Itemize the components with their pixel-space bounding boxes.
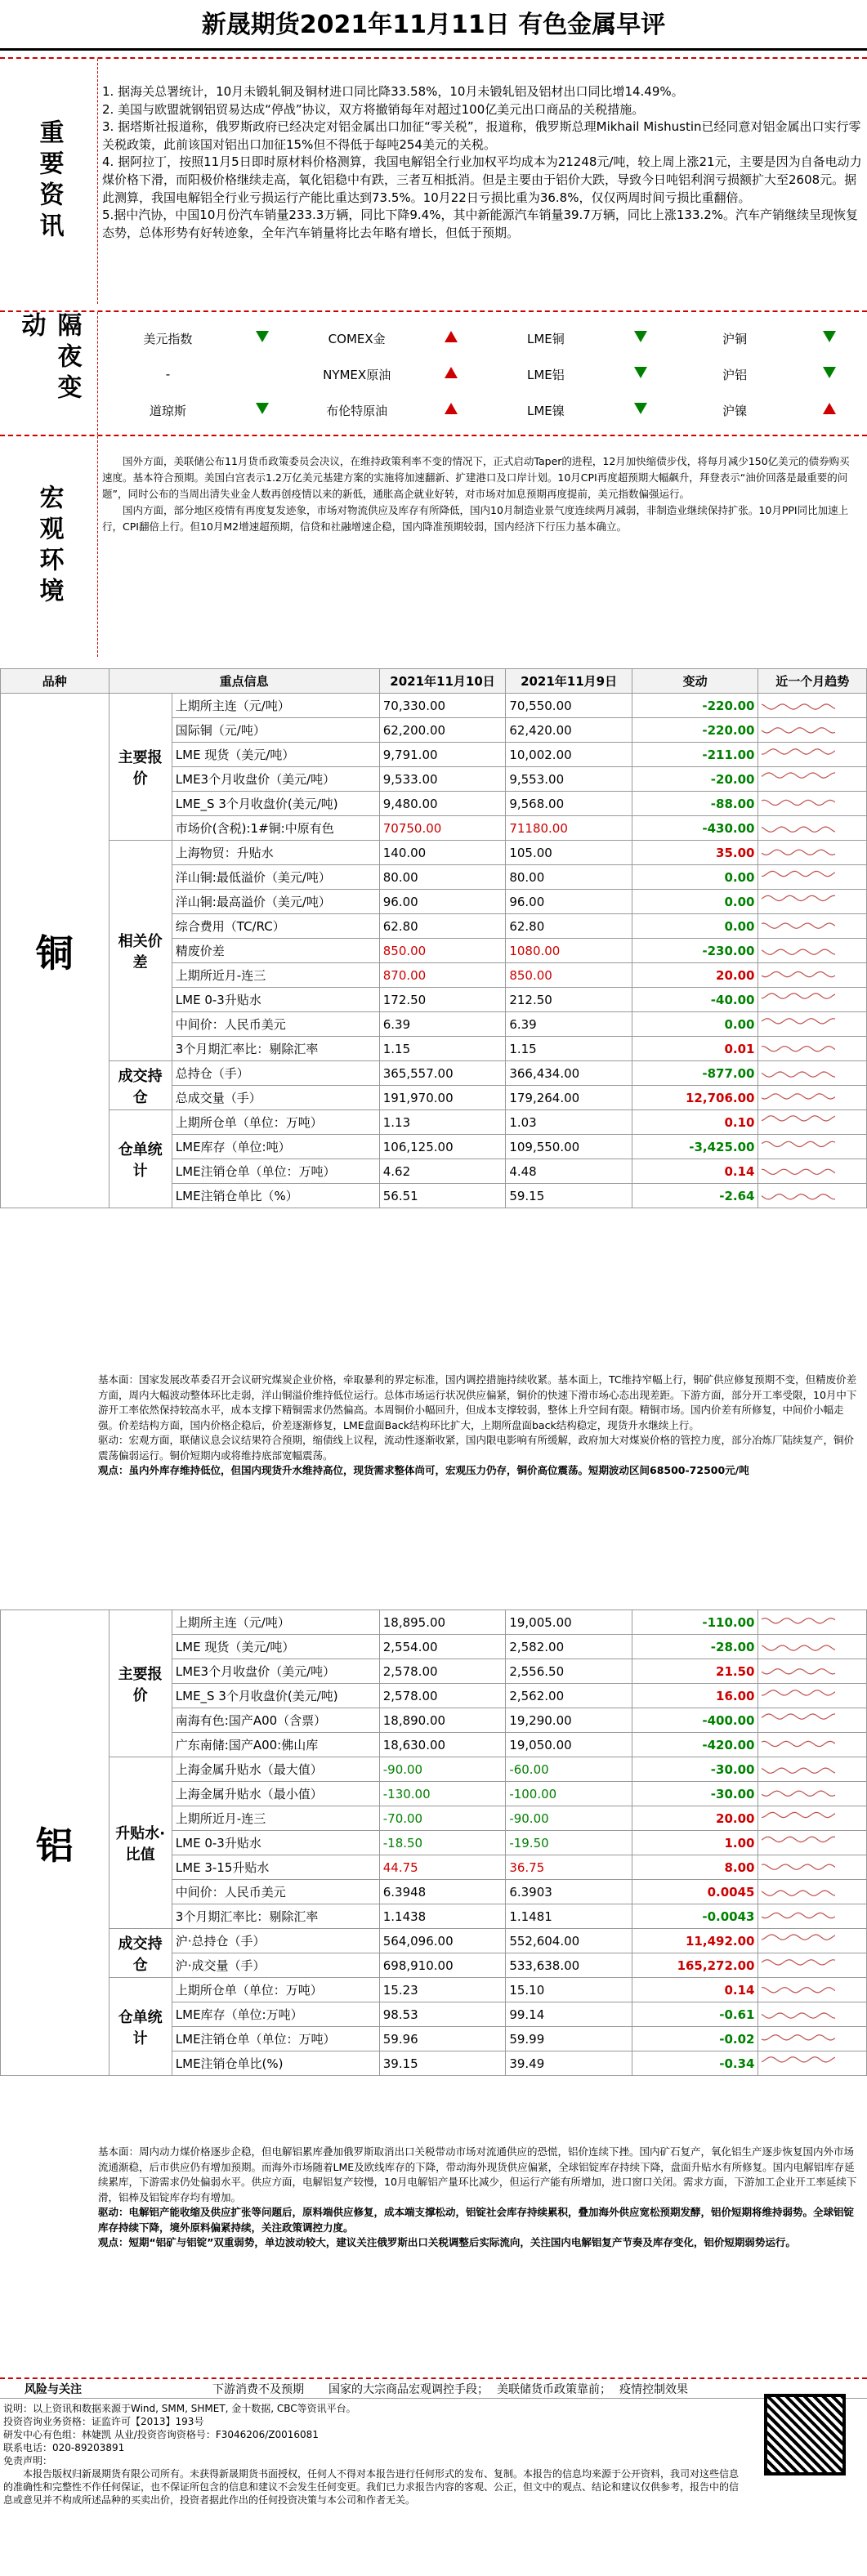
cell-chg: 8.00 — [632, 1855, 758, 1880]
night-label: LME铜 — [527, 331, 565, 346]
cell-item: LME 0-3升贴水 — [172, 1831, 379, 1855]
cell-d1: 2,578.00 — [379, 1684, 506, 1708]
cell-d2: 39.49 — [506, 2051, 632, 2076]
cell-item: LME_S 3个月收盘价(美元/吨) — [172, 1684, 379, 1708]
trend-sparkline — [758, 1880, 867, 1904]
news-item-5: 5.据中汽协，中国10月份汽车销量233.3万辆，同比下降9.4%，其中新能源汽车销量39.7万辆，同比上涨133.2%。汽车产销继续呈现恢复态势，总体形势有好转迹象，全年汽车销量将比去年略有增长，但低于预期。 — [102, 208, 859, 240]
night-section-label: 隔夜变动 — [0, 312, 98, 435]
trend-sparkline — [758, 1635, 867, 1659]
group-label: 主要报价 — [109, 1610, 172, 1757]
copper-table — [0, 668, 867, 1208]
cell-chg: 35.00 — [632, 841, 758, 865]
cell-chg: 0.01 — [632, 1037, 758, 1061]
down-arrow-icon — [801, 320, 858, 356]
down-arrow-icon — [234, 320, 291, 356]
col-change: 变动 — [632, 669, 758, 694]
cell-chg: 0.10 — [632, 1110, 758, 1135]
cell-d1: 15.23 — [379, 1978, 506, 2002]
metal-name: 铜 — [1, 694, 109, 1208]
cell-item: 洋山铜:最低溢价（美元/吨） — [172, 865, 379, 890]
cell-item: LME 现货（美元/吨） — [172, 1635, 379, 1659]
footer-source: 说明：以上资讯和数据来源于Wind, SMM, SHMET, 金十数据, CBC等资讯平台。 — [3, 2403, 356, 2414]
trend-sparkline — [758, 694, 867, 718]
col-date1: 2021年11月10日 — [379, 669, 506, 694]
table-row — [1, 1929, 867, 1953]
trend-sparkline — [758, 890, 867, 914]
table-row — [1, 841, 867, 865]
cell-d2: 10,002.00 — [506, 743, 632, 767]
page-title: 新晟期货2021年11月11日 有色金属早评 — [0, 0, 867, 51]
cell-chg: -0.02 — [632, 2027, 758, 2051]
cell-item: 南海有色:国产A00（含票） — [172, 1708, 379, 1733]
cell-item: 上期所近月-连三 — [172, 963, 379, 988]
trend-sparkline — [758, 1904, 867, 1929]
cell-d1: 96.00 — [379, 890, 506, 914]
up-arrow-icon — [422, 320, 480, 356]
night-row — [102, 356, 858, 392]
cell-d2: 71180.00 — [506, 816, 632, 841]
down-arrow-icon — [611, 392, 668, 428]
risk-row — [0, 2377, 867, 2399]
cell-chg: 0.00 — [632, 890, 758, 914]
trend-sparkline — [758, 1831, 867, 1855]
cell-item: 总成交量（手） — [172, 1086, 379, 1110]
cell-d1: 18,895.00 — [379, 1610, 506, 1635]
cell-chg: -3,425.00 — [632, 1135, 758, 1159]
night-label: 沪镍 — [722, 403, 748, 418]
group-label: 成交持仓 — [109, 1061, 172, 1110]
trend-sparkline — [758, 718, 867, 743]
cell-d1: 2,554.00 — [379, 1635, 506, 1659]
cell-d1: 9,791.00 — [379, 743, 506, 767]
macro-domestic: 国内方面，部分地区疫情有再度复发迹象，市场对物流供应及库存有所降低，国内10月制造业景气度连续两月减弱，非制造业继续保持扩张。10月PPI同比加速上行，CPI翻倍上行。但10月M2增速超预期，信贷和社融增速企稳，国内降准预期较弱，国内经济下行压力基本确立。 — [102, 504, 849, 533]
cell-d2: 1080.00 — [506, 939, 632, 963]
cell-chg: -211.00 — [632, 743, 758, 767]
cell-item: 上海金属升贴水（最大值） — [172, 1757, 379, 1782]
group-label: 主要报价 — [109, 694, 172, 841]
trend-sparkline — [758, 2051, 867, 2076]
cell-d2: 9,568.00 — [506, 792, 632, 816]
cell-chg: -420.00 — [632, 1733, 758, 1757]
night-label: 沪铜 — [722, 331, 748, 346]
cell-item: 市场价(含税):1#铜:中原有色 — [172, 816, 379, 841]
cell-d2: 109,550.00 — [506, 1135, 632, 1159]
cell-chg: 0.00 — [632, 914, 758, 939]
cell-d1: 56.51 — [379, 1184, 506, 1208]
cell-d1: 18,890.00 — [379, 1708, 506, 1733]
cell-d2: 19,050.00 — [506, 1733, 632, 1757]
cell-chg: -0.0043 — [632, 1904, 758, 1929]
cell-chg: 0.00 — [632, 1012, 758, 1037]
col-trend: 近一个月趋势 — [758, 669, 867, 694]
trend-sparkline — [758, 1086, 867, 1110]
trend-sparkline — [758, 816, 867, 841]
cell-chg: 20.00 — [632, 963, 758, 988]
cell-d2: 2,556.50 — [506, 1659, 632, 1684]
trend-sparkline — [758, 767, 867, 792]
aluminum-analysis — [98, 2145, 862, 2251]
cell-chg: 20.00 — [632, 1806, 758, 1831]
cell-d1: 172.50 — [379, 988, 506, 1012]
table-row — [1, 1110, 867, 1135]
cell-d1: 850.00 — [379, 939, 506, 963]
cell-d1: 1.15 — [379, 1037, 506, 1061]
cell-d1: 870.00 — [379, 963, 506, 988]
footer-analyst: 研发中心有色组：林婕凯 从业/投资咨询资格号：F3046206/Z0016081 — [3, 2429, 319, 2440]
night-row — [102, 320, 858, 356]
trend-sparkline — [758, 1806, 867, 1831]
cell-item: 广东南储:国产A00:佛山库 — [172, 1733, 379, 1757]
night-row — [102, 392, 858, 428]
cell-d1: 4.62 — [379, 1159, 506, 1184]
cell-item: LME注销仓单比（%） — [172, 1184, 379, 1208]
down-arrow-icon — [611, 356, 668, 392]
col-item: 重点信息 — [109, 669, 379, 694]
cell-d2: 179,264.00 — [506, 1086, 632, 1110]
group-label: 成交持仓 — [109, 1929, 172, 1978]
trend-sparkline — [758, 1135, 867, 1159]
cell-item: 上期所主连（元/吨） — [172, 694, 379, 718]
down-arrow-icon — [234, 392, 291, 428]
cell-d1: 140.00 — [379, 841, 506, 865]
table-row — [1, 1978, 867, 2002]
cell-chg: 16.00 — [632, 1684, 758, 1708]
cell-chg: -430.00 — [632, 816, 758, 841]
risk-d: 疫情控制效果 — [619, 2382, 688, 2396]
group-label: 仓单统计 — [109, 1110, 172, 1208]
up-arrow-icon — [422, 356, 480, 392]
cell-d1: 9,480.00 — [379, 792, 506, 816]
cell-item: 沪·成交量（手） — [172, 1953, 379, 1978]
cell-item: LME 现货（美元/吨） — [172, 743, 379, 767]
down-arrow-icon — [611, 320, 668, 356]
night-label: - — [165, 367, 171, 382]
cell-item: 上海物贸：升贴水 — [172, 841, 379, 865]
night-table — [102, 320, 858, 428]
cell-d2: 4.48 — [506, 1159, 632, 1184]
table-row — [1, 1610, 867, 1635]
macro-international: 国外方面，美联储公布11月货币政策委员会决议，在维持政策利率不变的情况下，正式启动Taper的进程，12月加快缩债步伐，将每月减少150亿美元的债券购买速度。基本符合预期。美国白宫表示1.2万亿美元基建方案的实施将加速翻新、扩建港口及口岸计划。10月CPI再度超预期大幅飙升，拜登表示“油价回落是最重要的问题”，同时公布的当周出清失业金人数再创疫情以来的新低，通胀高企就业好转，对市场对加息预期再度提前，美元指数偏强运行。 — [102, 455, 850, 500]
cell-d1: 9,533.00 — [379, 767, 506, 792]
table-row — [1, 694, 867, 718]
cell-d2: 366,434.00 — [506, 1061, 632, 1086]
cell-d2: 96.00 — [506, 890, 632, 914]
cell-d1: 70,330.00 — [379, 694, 506, 718]
footer-disclaimer: 本报告版权归新晟期货有限公司所有。未获得新晟期货书面授权，任何人不得对本报告进行任何形式的发布、复制。本报告的信息均来源于公开资料，我司对这些信息的准确性和完整性不作任何保证，也不保证所包含的信息和建议不会发生任何变更。我们已力求报告内容的客观、公正，但文中的观点、结论和建议仅供参考，报告中的信息或意见并不构成所述品种的买卖出价，投资者据此作出的任何投资决策与本公司和作者无关。 — [3, 2468, 740, 2506]
cell-d2: 1.15 — [506, 1037, 632, 1061]
copper-basic: 基本面：国家发展改革委召开会议研究煤炭企业价格，牵取暴利的界定标准，国内调控措施持续收紧。基本面上，TC维持窄幅上行，铜矿供应修复预期不变，但精废价差方面，周内大幅波动整体环比走弱，洋山铜溢价维持低位运行。总体市场运行状况供应偏紧，铜价的快速下滑市场心态出现差距。下游方面，部分开工率受限，10月中下游开工率依然保持较高水平，成本支撑下精铜需求仍然偏高。本周铜价小幅回升，但成本支撑较弱，整体上升空间有限。精铜市场。国内价差有所修复，中间价小幅走强。价差结构方面，国内价格企稳后，价差逐渐修复，LME盘面Back结构环比扩大，上期所盘面back结构稳定，现货升水继续上行。 — [98, 1373, 857, 1431]
cell-d2: 2,562.00 — [506, 1684, 632, 1708]
cell-d2: -19.50 — [506, 1831, 632, 1855]
trend-sparkline — [758, 1110, 867, 1135]
cell-d1: 18,630.00 — [379, 1733, 506, 1757]
trend-sparkline — [758, 914, 867, 939]
macro-text — [102, 453, 858, 535]
trend-sparkline — [758, 841, 867, 865]
cell-chg: -220.00 — [632, 718, 758, 743]
macro-section-label: 宏观环境 — [0, 436, 98, 657]
group-label: 升贴水·比值 — [109, 1757, 172, 1929]
cell-chg: 0.14 — [632, 1159, 758, 1184]
cell-d2: -60.00 — [506, 1757, 632, 1782]
trend-sparkline — [758, 1929, 867, 1953]
cell-d2: 850.00 — [506, 963, 632, 988]
cell-item: 沪·总持仓（手） — [172, 1929, 379, 1953]
cell-d2: -90.00 — [506, 1806, 632, 1831]
night-label: NYMEX原油 — [323, 367, 391, 382]
risk-b: 国家的大宗商品宏观调控手段； — [328, 2382, 489, 2396]
cell-item: LME3个月收盘价（美元/吨） — [172, 767, 379, 792]
divider — [0, 57, 867, 59]
risk-a: 下游消费不及预期 — [212, 2382, 304, 2396]
trend-sparkline — [758, 963, 867, 988]
cell-d2: -100.00 — [506, 1782, 632, 1806]
trend-sparkline — [758, 1708, 867, 1733]
cell-d2: 19,005.00 — [506, 1610, 632, 1635]
cell-d1: 59.96 — [379, 2027, 506, 2051]
aluminum-view: 观点：短期“铝矿与铝锭”双重弱势，单边波动较大，建议关注俄罗斯出口关税调整后实际流向，关注国内电解铝复产节奏及库存变化，铝价短期弱势运行。 — [98, 2236, 796, 2248]
cell-d2: 36.75 — [506, 1855, 632, 1880]
cell-d2: 15.10 — [506, 1978, 632, 2002]
cell-item: 3个月期汇率比：剔除汇率 — [172, 1904, 379, 1929]
risk-label: 风险与关注 — [25, 2382, 82, 2396]
news-item-2: 2. 美国与欧盟就钢铝贸易达成“停战”协议，双方将撤销每年对超过100亿美元出口商品的关税措施。 — [102, 101, 645, 117]
cell-chg: -400.00 — [632, 1708, 758, 1733]
trend-sparkline — [758, 1061, 867, 1086]
cell-chg: 0.14 — [632, 1978, 758, 2002]
cell-d2: 59.99 — [506, 2027, 632, 2051]
cell-d1: 6.3948 — [379, 1880, 506, 1904]
cell-d1: 698,910.00 — [379, 1953, 506, 1978]
group-label: 仓单统计 — [109, 1978, 172, 2076]
cell-d1: -130.00 — [379, 1782, 506, 1806]
cell-d1: -18.50 — [379, 1831, 506, 1855]
down-arrow-icon — [801, 356, 858, 392]
cell-d2: 6.39 — [506, 1012, 632, 1037]
qr-code-icon — [764, 2394, 846, 2476]
footer-phone: 联系电话：020-89203891 — [3, 2442, 125, 2453]
footer-disclaimer-title: 免责声明： — [3, 2455, 53, 2467]
news-list — [102, 83, 862, 242]
cell-d1: 1.13 — [379, 1110, 506, 1135]
cell-d1: 365,557.00 — [379, 1061, 506, 1086]
cell-chg: -220.00 — [632, 694, 758, 718]
cell-d1: 106,125.00 — [379, 1135, 506, 1159]
trend-sparkline — [758, 2002, 867, 2027]
cell-chg: 1.00 — [632, 1831, 758, 1855]
cell-item: LME 3-15升贴水 — [172, 1855, 379, 1880]
cell-d2: 59.15 — [506, 1184, 632, 1208]
cell-item: LME注销仓单（单位：万吨） — [172, 2027, 379, 2051]
cell-d2: 80.00 — [506, 865, 632, 890]
col-category: 品种 — [1, 669, 109, 694]
table-row — [1, 1757, 867, 1782]
night-label: 布伦特原油 — [326, 403, 388, 418]
trend-sparkline — [758, 1037, 867, 1061]
cell-item: LME 0-3升贴水 — [172, 988, 379, 1012]
aluminum-table — [0, 1609, 867, 2076]
cell-d1: 564,096.00 — [379, 1929, 506, 1953]
cell-item: LME库存（单位:吨） — [172, 1135, 379, 1159]
news-section-label: 重要资讯 — [0, 59, 98, 304]
news-item-4: 4. 据阿拉丁，按照11月5日即时原材料价格测算，我国电解铝全行业加权平均成本为21248元/吨，较上周上涨21元，主要是因为自备电动力煤价格下滑，而阳极价格继续走高，氧化铝稳中有跌，三者互相抵消。但是主要由于铝价大跌，导致今日吨铝利润亏损额扩大至2608元。据此测算，我国电解铝全行业亏损运行产能比重达到73.5%。10月22日亏损比重为36.8%，仅仅两周时间亏损比重翻倍。 — [102, 154, 862, 205]
cell-item: LME注销仓单比(%) — [172, 2051, 379, 2076]
trend-sparkline — [758, 865, 867, 890]
cell-item: 中间价：人民币美元 — [172, 1012, 379, 1037]
risk-c: 美联储货币政策靠前； — [497, 2382, 611, 2396]
cell-chg: -28.00 — [632, 1635, 758, 1659]
copper-driver: 驱动：宏观方面，联储议息会议结果符合预期，缩债线上议程，流动性逐渐收紧，国内限电影响有所缓解，政府加大对煤炭价格的管控力度，部分冶炼厂陆续复产，铜价震荡偏弱运行。铜价短期内或将维持底部宽幅震荡。 — [98, 1434, 855, 1462]
cell-d1: -90.00 — [379, 1757, 506, 1782]
cell-chg: -230.00 — [632, 939, 758, 963]
cell-d1: 39.15 — [379, 2051, 506, 2076]
cell-chg: -30.00 — [632, 1782, 758, 1806]
cell-d2: 9,553.00 — [506, 767, 632, 792]
night-label: 沪铝 — [722, 367, 748, 382]
trend-sparkline — [758, 1159, 867, 1184]
night-label: LME镍 — [527, 403, 565, 418]
cell-d1: 6.39 — [379, 1012, 506, 1037]
cell-item: 洋山铜:最高溢价（美元/吨） — [172, 890, 379, 914]
cell-chg: 12,706.00 — [632, 1086, 758, 1110]
cell-d1: -70.00 — [379, 1806, 506, 1831]
cell-chg: -2.64 — [632, 1184, 758, 1208]
trend-sparkline — [758, 1733, 867, 1757]
aluminum-basic: 基本面：周内动力煤价格逐步企稳，但电解铝累库叠加俄罗斯取消出口关税带动市场对流通供应的恐慌，铝价连续下挫。国内矿石复产，氧化铝生产逐步恢复国内外市场流通渐稳，后市供应仍有增加预期。而海外市场随着LME及欧线库存的下降，带动海外现货供应偏紧，全球铝锭库存持续下降，盘面升贴水有所修复。国内电解铝库存延续累库，下游需求仍处偏弱水平。供应方面，电解铝复产较慢，10月电解铝产量环比减少，但运行产能有所增加，进口窗口关闭。需求方面，下游加工企业开工率延续下滑，铝棒及铝锭库存均有增加。 — [98, 2145, 857, 2203]
up-arrow-icon — [422, 392, 480, 428]
metal-name: 铝 — [1, 1610, 109, 2076]
cell-chg: 0.00 — [632, 865, 758, 890]
cell-chg: -88.00 — [632, 792, 758, 816]
group-label: 相关价差 — [109, 841, 172, 1061]
cell-d2: 2,582.00 — [506, 1635, 632, 1659]
col-date2: 2021年11月9日 — [506, 669, 632, 694]
trend-sparkline — [758, 1782, 867, 1806]
cell-d1: 70750.00 — [379, 816, 506, 841]
trend-sparkline — [758, 1012, 867, 1037]
cell-d1: 80.00 — [379, 865, 506, 890]
cell-d1: 44.75 — [379, 1855, 506, 1880]
trend-sparkline — [758, 1953, 867, 1978]
cell-d2: 533,638.00 — [506, 1953, 632, 1978]
cell-d2: 105.00 — [506, 841, 632, 865]
cell-chg: -30.00 — [632, 1757, 758, 1782]
cell-item: 上海金属升贴水（最小值） — [172, 1782, 379, 1806]
night-label: 美元指数 — [143, 331, 193, 346]
cell-d2: 62.80 — [506, 914, 632, 939]
night-label: COMEX金 — [328, 331, 386, 346]
cell-d1: 2,578.00 — [379, 1659, 506, 1684]
news-item-1: 1. 据海关总署统计，10月未锻轧铜及铜材进口同比降33.58%，10月未锻轧铝及铝材出口同比增14.49%。 — [102, 84, 684, 99]
cell-d2: 1.03 — [506, 1110, 632, 1135]
cell-item: 上期所主连（元/吨） — [172, 1610, 379, 1635]
cell-chg: -110.00 — [632, 1610, 758, 1635]
news-item-3: 3. 据塔斯社报道称，俄罗斯政府已经决定对铝金属出口加征“零关税”，报道称，俄罗斯总理Mikhail Mishustin已经同意对铝金属出口实行零关税政策，此前该国对铝出口加征15%但不得低于每吨254美元的关税。 — [102, 119, 861, 152]
cell-d2: 62,420.00 — [506, 718, 632, 743]
cell-d2: 212.50 — [506, 988, 632, 1012]
cell-item: 上期所仓单（单位：万吨） — [172, 1978, 379, 2002]
night-label: LME铝 — [527, 367, 565, 382]
footer-license: 投资咨询业务资格：证监许可【2013】193号 — [3, 2416, 204, 2427]
cell-d1: 191,970.00 — [379, 1086, 506, 1110]
down-arrow-icon — [234, 356, 291, 392]
trend-sparkline — [758, 1978, 867, 2002]
cell-chg: 0.0045 — [632, 1880, 758, 1904]
cell-d1: 1.1438 — [379, 1904, 506, 1929]
cell-item: 3个月期汇率比：剔除汇率 — [172, 1037, 379, 1061]
trend-sparkline — [758, 1684, 867, 1708]
cell-chg: 11,492.00 — [632, 1929, 758, 1953]
trend-sparkline — [758, 1610, 867, 1635]
trend-sparkline — [758, 939, 867, 963]
cell-item: LME_S 3个月收盘价(美元/吨) — [172, 792, 379, 816]
trend-sparkline — [758, 1855, 867, 1880]
cell-item: 总持仓（手） — [172, 1061, 379, 1086]
cell-d1: 98.53 — [379, 2002, 506, 2027]
cell-item: LME库存（单位:万吨） — [172, 2002, 379, 2027]
night-label: 道琼斯 — [149, 403, 186, 418]
cell-chg: -877.00 — [632, 1061, 758, 1086]
cell-item: 上期所近月-连三 — [172, 1806, 379, 1831]
cell-item: 中间价：人民币美元 — [172, 1880, 379, 1904]
trend-sparkline — [758, 1659, 867, 1684]
footer — [3, 2402, 739, 2507]
trend-sparkline — [758, 743, 867, 767]
trend-sparkline — [758, 792, 867, 816]
cell-item: 综合费用（TC/RC） — [172, 914, 379, 939]
cell-item: LME3个月收盘价（美元/吨） — [172, 1659, 379, 1684]
trend-sparkline — [758, 1757, 867, 1782]
cell-d2: 19,290.00 — [506, 1708, 632, 1733]
cell-chg: 21.50 — [632, 1659, 758, 1684]
aluminum-driver: 驱动：电解铝产能收缩及供应扩张等问题后，原料端供应修复，成本端支撑松动，铝锭社会库存持续累积，叠加海外供应宽松预期发酵，铝价短期将维持弱势。全球铝锭库存持续下降，境外原料偏紧持续，关注政策调控力度。 — [98, 2206, 855, 2234]
cell-d1: 62.80 — [379, 914, 506, 939]
table-row — [1, 1061, 867, 1086]
cell-d2: 6.3903 — [506, 1880, 632, 1904]
copper-analysis — [98, 1373, 862, 1479]
cell-item: 精废价差 — [172, 939, 379, 963]
cell-chg: 165,272.00 — [632, 1953, 758, 1978]
trend-sparkline — [758, 1184, 867, 1208]
up-arrow-icon — [801, 392, 858, 428]
cell-item: 上期所仓单（单位：万吨） — [172, 1110, 379, 1135]
cell-d2: 1.1481 — [506, 1904, 632, 1929]
cell-d2: 99.14 — [506, 2002, 632, 2027]
copper-view: 观点：虽内外库存维持低位，但国内现货升水维持高位，现货需求整体尚可，宏观压力仍存，铜价高位震荡。短期波动区间68500-72500元/吨 — [98, 1464, 749, 1476]
cell-chg: -0.34 — [632, 2051, 758, 2076]
cell-d2: 70,550.00 — [506, 694, 632, 718]
cell-d1: 62,200.00 — [379, 718, 506, 743]
cell-d2: 552,604.00 — [506, 1929, 632, 1953]
trend-sparkline — [758, 2027, 867, 2051]
cell-item: 国际铜（元/吨） — [172, 718, 379, 743]
cell-chg: -40.00 — [632, 988, 758, 1012]
cell-chg: -20.00 — [632, 767, 758, 792]
trend-sparkline — [758, 988, 867, 1012]
cell-chg: -0.61 — [632, 2002, 758, 2027]
cell-item: LME注销仓单（单位：万吨） — [172, 1159, 379, 1184]
